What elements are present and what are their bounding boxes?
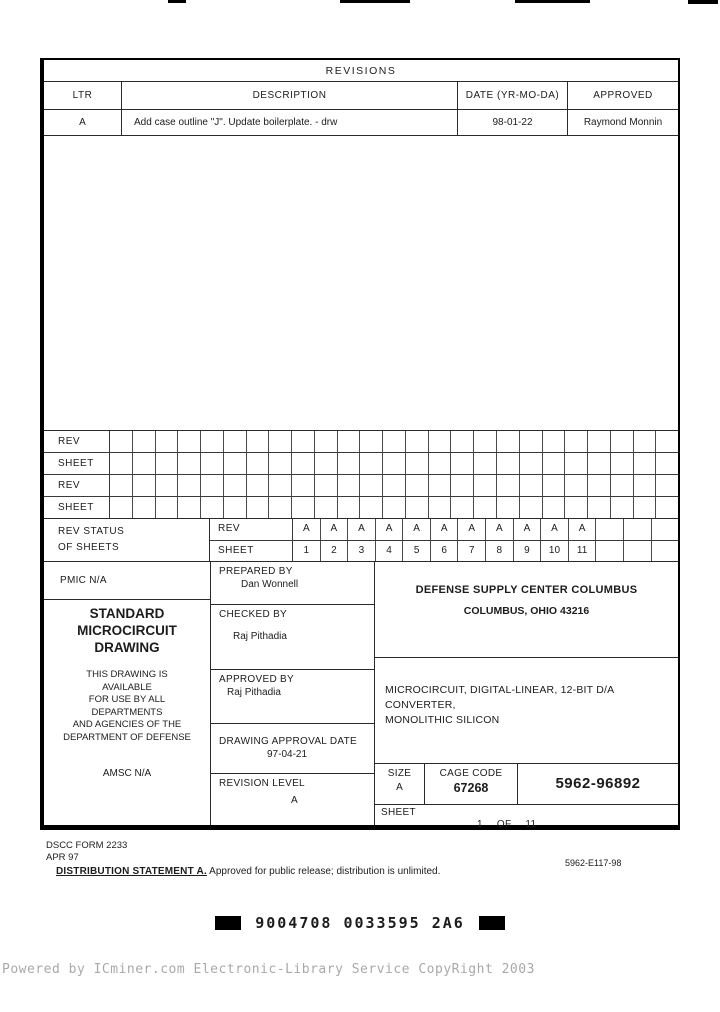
grid-empty-cell [406, 453, 429, 474]
rev-status-rev-cell: A [403, 519, 431, 540]
grid-empty-cell [133, 475, 156, 496]
grid-empty-cell [565, 431, 588, 452]
grid-empty-cell [451, 453, 474, 474]
grid-empty-cell [634, 431, 657, 452]
grid-empty-cell [292, 431, 315, 452]
grid-row-label: SHEET [44, 453, 110, 474]
grid-empty-cell [338, 475, 361, 496]
grid-empty-cell [133, 431, 156, 452]
grid-empty-cell [360, 475, 383, 496]
grid-empty-cell [634, 497, 657, 518]
grid-empty-cell [269, 497, 292, 518]
rev-status-sheet-cell: 3 [348, 541, 376, 562]
grid-empty-cell [588, 431, 611, 452]
barcode-block-icon [215, 916, 241, 930]
grid-empty-cell [178, 453, 201, 474]
grid-empty-cell [588, 453, 611, 474]
checked-by-name: Raj Pithadia [233, 631, 287, 642]
grid-empty-cell [224, 497, 247, 518]
rev-status-sheet-cell: 8 [486, 541, 514, 562]
rev-status-sheet-cell [652, 541, 679, 562]
checked-by-box: CHECKED BY Raj Pithadia [211, 605, 374, 670]
grid-empty-cell [315, 497, 338, 518]
grid-empty-cell [543, 497, 566, 518]
rev-status-sheet-cell: 11 [569, 541, 597, 562]
size-cage-part-row [375, 764, 678, 804]
rev-status-rev-row: REV A A A A A A A A A A A [210, 519, 678, 541]
grid-empty-cell [474, 453, 497, 474]
revisions-header-description: DESCRIPTION [122, 82, 458, 110]
grid-empty-cell [520, 497, 543, 518]
barcode-block-icon [479, 916, 505, 930]
grid-empty-cell [110, 431, 133, 452]
part-number: 5962-96892 [518, 763, 678, 804]
barcode-number: 9004708 0033595 2A6 [255, 914, 465, 932]
rev-status-rev-cell: A [486, 519, 514, 540]
sheet-total: 11 [525, 819, 537, 830]
approval-date-box: DRAWING APPROVAL DATE 97-04-21 [211, 724, 374, 774]
dscc-address-box: DEFENSE SUPPLY CENTER COLUMBUS COLUMBUS, OHIO 43216 [375, 562, 678, 658]
grid-empty-cell [474, 431, 497, 452]
grid-empty-cell [315, 431, 338, 452]
grid-empty-cell [360, 431, 383, 452]
grid-empty-cell [133, 497, 156, 518]
grid-empty-cell [451, 431, 474, 452]
grid-empty-cell [543, 475, 566, 496]
rev-status-of-sheets [44, 518, 678, 562]
grid-empty-cell [201, 497, 224, 518]
scan-artifact [168, 0, 186, 3]
grid-empty-cell [383, 475, 406, 496]
approved-by-box: APPROVED BY Raj Pithadia [211, 670, 374, 724]
revisions-header-date: DATE (YR-MO-DA) [458, 82, 568, 110]
grid-empty-cell [611, 431, 634, 452]
grid-empty-cell [634, 475, 657, 496]
sheet-box: SHEET 1 OF 11 [375, 804, 678, 825]
grid-empty-cell [269, 431, 292, 452]
grid-empty-cell [224, 453, 247, 474]
barcode-strip [0, 914, 720, 932]
rev-sheet-grid-row [44, 475, 678, 497]
rev-sheet-grid-row [44, 453, 678, 475]
cage-code-box: CAGE CODE 67268 [425, 764, 518, 804]
grid-empty-cell [429, 453, 452, 474]
grid-empty-cell [565, 475, 588, 496]
rev-status-rev-cell: A [431, 519, 459, 540]
grid-empty-cell [429, 475, 452, 496]
grid-empty-cell [247, 497, 270, 518]
scan-artifact [340, 0, 410, 3]
grid-empty-cell [497, 475, 520, 496]
rev-status-sheet-cell: 4 [376, 541, 404, 562]
rev-status-sheet-cell: 2 [321, 541, 349, 562]
smd-form-border [40, 58, 680, 830]
rev-status-sheet-cell [624, 541, 652, 562]
grid-empty-cell [292, 475, 315, 496]
rev-sheet-grid-row [44, 431, 678, 453]
sheet-current: 1 [477, 819, 483, 830]
grid-empty-cell [201, 453, 224, 474]
grid-empty-cell [292, 453, 315, 474]
grid-empty-cell [110, 497, 133, 518]
grid-empty-cell [497, 453, 520, 474]
revisions-table-title: REVISIONS [44, 60, 678, 82]
grid-empty-cell [110, 453, 133, 474]
grid-empty-cell [565, 497, 588, 518]
grid-empty-cell [656, 453, 678, 474]
document-number: 5962-E117-98 [565, 858, 622, 868]
grid-empty-cell [451, 475, 474, 496]
grid-empty-cell [656, 475, 678, 496]
rev-status-sheet-cell: 1 [293, 541, 321, 562]
grid-empty-cell [247, 475, 270, 496]
library-watermark: Powered by ICminer.com Electronic-Library Service CopyRight 2003 [2, 962, 535, 977]
grid-empty-cell [133, 453, 156, 474]
revisions-header-ltr: LTR [44, 82, 122, 110]
revision-row-approved: Raymond Monnin [568, 110, 678, 136]
grid-empty-cell [315, 453, 338, 474]
revision-level-box: REVISION LEVEL A [211, 774, 374, 825]
pmic-field: PMIC N/A [44, 562, 210, 600]
rev-status-rev-cell: A [569, 519, 597, 540]
grid-empty-cell [338, 453, 361, 474]
cage-code-value: 67268 [453, 781, 489, 795]
rev-status-sheet-cell: 6 [431, 541, 459, 562]
grid-empty-cell [406, 497, 429, 518]
rev-status-sheet-cell: 7 [458, 541, 486, 562]
left-column-lower [44, 600, 210, 825]
rev-status-label: REV STATUS OF SHEETS [44, 519, 210, 561]
grid-empty-cell [588, 497, 611, 518]
form-number: DSCC FORM 2233 [46, 840, 128, 851]
grid-empty-cell [656, 431, 678, 452]
grid-empty-cell [611, 453, 634, 474]
grid-empty-cell [360, 453, 383, 474]
grid-empty-cell [497, 431, 520, 452]
grid-empty-cell [474, 497, 497, 518]
right-column [375, 562, 678, 830]
distribution-statement-title: DISTRIBUTION STATEMENT A. [56, 866, 207, 877]
grid-empty-cell [224, 475, 247, 496]
grid-empty-cell [429, 431, 452, 452]
rev-status-rev-cell: A [376, 519, 404, 540]
prepared-by-name: Dan Wonnell [241, 579, 299, 590]
grid-empty-cell [247, 453, 270, 474]
rev-status-sheet-cell: 9 [514, 541, 542, 562]
grid-empty-cell [406, 475, 429, 496]
approved-by-name: Raj Pithadia [227, 687, 281, 698]
grid-empty-cell [474, 475, 497, 496]
rev-status-rev-cell: A [293, 519, 321, 540]
rev-sheet-grid-row [44, 497, 678, 518]
grid-empty-cell [406, 431, 429, 452]
grid-empty-cell [611, 475, 634, 496]
prepared-by-box: PREPARED BY Dan Wonnell [211, 562, 374, 605]
grid-empty-cell [156, 453, 179, 474]
grid-empty-cell [429, 497, 452, 518]
grid-empty-cell [497, 497, 520, 518]
size-box: SIZE A [375, 764, 425, 804]
revision-row-date: 98-01-22 [458, 110, 568, 136]
grid-empty-cell [178, 497, 201, 518]
grid-empty-cell [383, 453, 406, 474]
grid-empty-cell [292, 497, 315, 518]
distribution-statement [56, 866, 440, 877]
rev-status-rev-cell: A [458, 519, 486, 540]
amsc-field: AMSC N/A [102, 768, 152, 779]
rev-status-sheet-cell [596, 541, 624, 562]
scan-artifact [515, 0, 590, 3]
size-value: A [396, 782, 403, 793]
grid-empty-cell [338, 497, 361, 518]
grid-empty-cell [565, 453, 588, 474]
rev-status-rev-cell: A [514, 519, 542, 540]
grid-empty-cell [338, 431, 361, 452]
grid-empty-cell [520, 475, 543, 496]
sheet-numbers [477, 819, 678, 830]
grid-empty-cell [269, 475, 292, 496]
grid-empty-cell [156, 431, 179, 452]
grid-row-label: REV [44, 475, 110, 496]
grid-empty-cell [156, 475, 179, 496]
rev-status-sheet-cell: 10 [541, 541, 569, 562]
grid-empty-cell [520, 431, 543, 452]
sheet-of: OF [496, 819, 512, 830]
revision-level-value: A [291, 795, 298, 806]
grid-empty-cell [156, 497, 179, 518]
grid-empty-cell [543, 431, 566, 452]
scan-artifact [688, 0, 718, 4]
standard-microcircuit-drawing-title: STANDARD MICROCIRCUIT DRAWING [77, 606, 177, 655]
grid-empty-cell [611, 497, 634, 518]
item-title-box: MICROCIRCUIT, DIGITAL-LINEAR, 12-BIT D/A CONVERTER, MONOLITHIC SILICON [375, 658, 678, 764]
rev-status-rev-cell: A [321, 519, 349, 540]
availability-statement: THIS DRAWING IS AVAILABLE FOR USE BY ALL DEPARTMENTS AND AGENCIES OF THE DEPARTMENT OF DEFENSE [63, 669, 191, 743]
grid-empty-cell [656, 497, 678, 518]
grid-empty-cell [178, 475, 201, 496]
revisions-header-approved: APPROVED [568, 82, 678, 110]
rev-status-table [210, 519, 678, 561]
form-date: APR 97 [46, 852, 79, 863]
rev-status-rev-cell [596, 519, 624, 540]
grid-empty-cell [383, 497, 406, 518]
grid-empty-cell [201, 431, 224, 452]
grid-empty-cell [451, 497, 474, 518]
approval-date-value: 97-04-21 [267, 749, 308, 760]
grid-empty-cell [224, 431, 247, 452]
grid-empty-cell [634, 453, 657, 474]
grid-empty-cell [269, 453, 292, 474]
revision-row-description: Add case outline "J". Update boilerplate. - drw [122, 110, 458, 136]
grid-empty-cell [588, 475, 611, 496]
rev-sheet-grid [44, 430, 678, 518]
signature-column [210, 562, 375, 825]
grid-empty-cell [201, 475, 224, 496]
grid-empty-cell [110, 475, 133, 496]
grid-row-label: REV [44, 431, 110, 452]
revision-row-ltr: A [44, 110, 122, 136]
rev-status-rev-cell [652, 519, 679, 540]
grid-row-label: SHEET [44, 497, 110, 518]
grid-empty-cell [315, 475, 338, 496]
grid-empty-cell [520, 453, 543, 474]
grid-empty-cell [360, 497, 383, 518]
grid-empty-cell [543, 453, 566, 474]
rev-status-sheet-cell: 5 [403, 541, 431, 562]
distribution-statement-text: Approved for public release; distribution is unlimited. [206, 866, 441, 877]
rev-status-sheet-row: SHEET 1 2 3 4 5 6 7 8 9 10 11 [210, 541, 678, 562]
rev-status-rev-cell: A [541, 519, 569, 540]
rev-status-rev-cell: A [348, 519, 376, 540]
grid-empty-cell [383, 431, 406, 452]
rev-status-rev-cell [624, 519, 652, 540]
grid-empty-cell [247, 431, 270, 452]
grid-empty-cell [178, 431, 201, 452]
